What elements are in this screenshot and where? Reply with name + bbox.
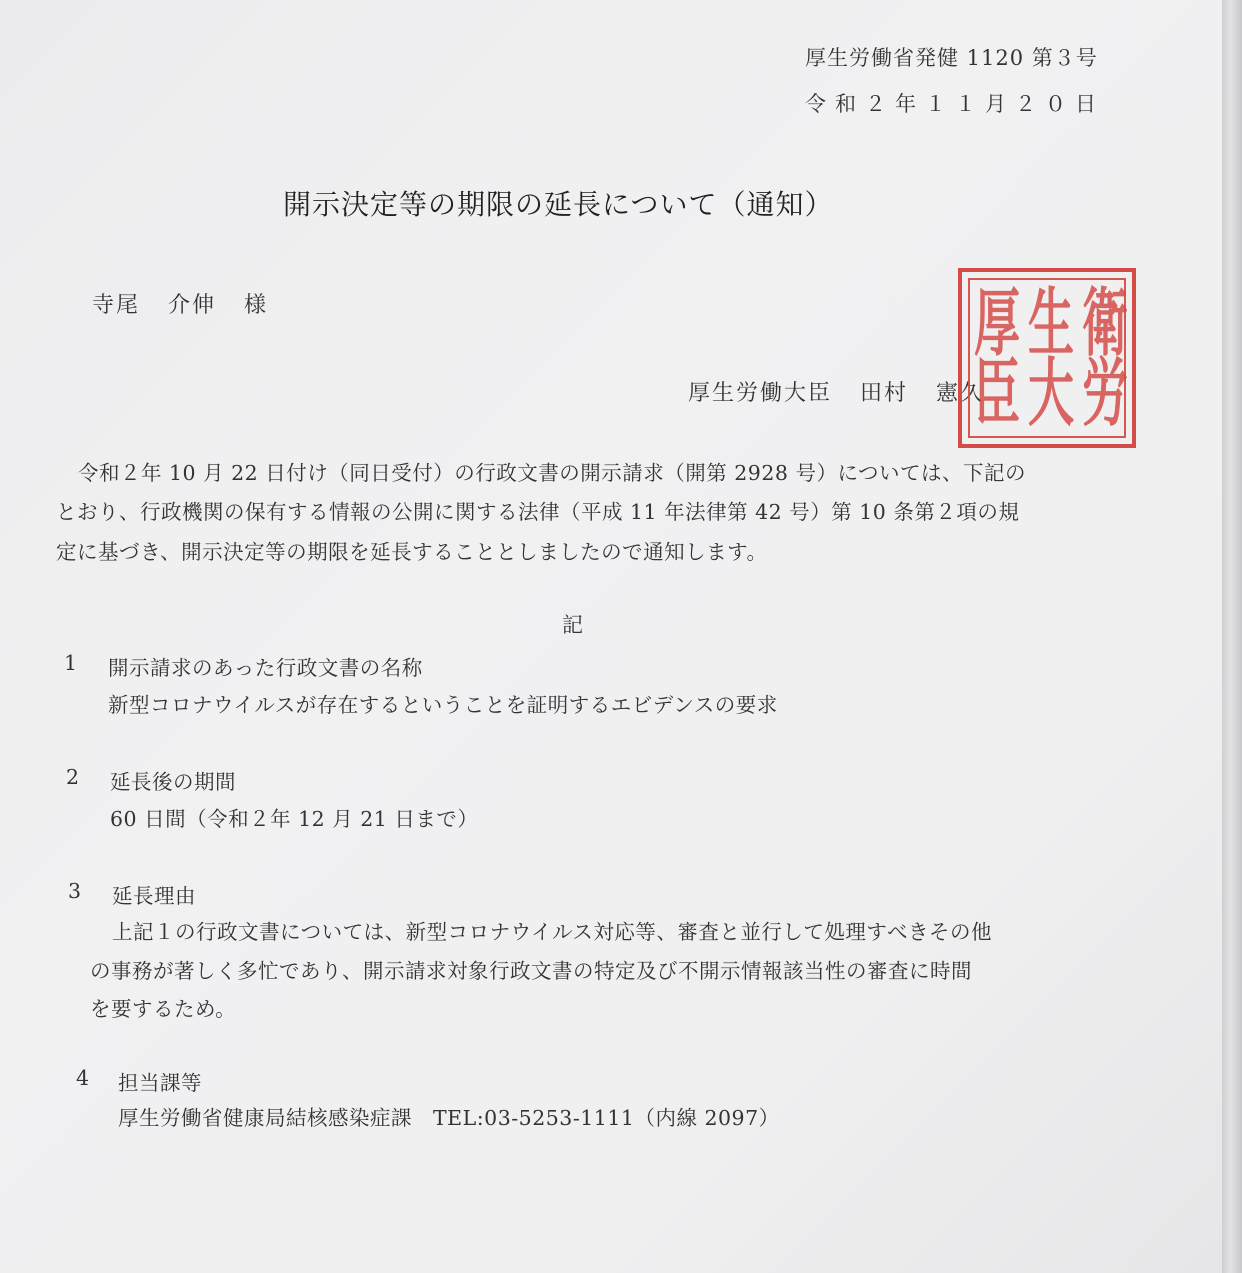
section-1-number: 1 <box>64 651 78 675</box>
sender-given-name: 憲久 <box>936 381 985 406</box>
section-4-number: 4 <box>76 1066 90 1090</box>
body-line-2: とおり、行政機関の保有する情報の公開に関する法律（平成 11 年法律第 42 号）第 10 条第２項の規 <box>56 500 1020 524</box>
section-3-number: 3 <box>68 879 82 903</box>
seal-char: 臣 <box>974 349 1020 437</box>
sender-family-name: 田村 <box>860 381 909 406</box>
seal-char: 生 <box>1028 279 1074 367</box>
addressee-honorific: 様 <box>244 293 269 318</box>
section-1-line: 新型コロナウイルスが存在するということを証明するエビデンスの要求 <box>108 693 778 717</box>
section-2-heading: 延長後の期間 <box>110 770 236 794</box>
section-4-heading: 担当課等 <box>118 1071 202 1095</box>
seal-char: 大 <box>1028 349 1074 437</box>
section-3-line-2: の事務が著しく多忙であり、開示請求対象行政文書の特定及び不開示情報該当性の審査に時間 <box>90 959 972 983</box>
section-3-line-1: 上記１の行政文書については、新型コロナウイルス対応等、審査と並行して処理すべきその他 <box>112 920 992 944</box>
document-title: 開示決定等の期限の延長について（通知） <box>283 188 834 221</box>
seal-char: 労 <box>1082 349 1128 437</box>
paper-stack-edge <box>1222 0 1242 1273</box>
sender <box>688 376 984 407</box>
section-3-heading: 延長理由 <box>112 884 196 908</box>
ki-heading: 記 <box>562 613 583 637</box>
addressee-given-name: 介伸 <box>168 293 217 318</box>
document-date: 令和２年１１月２０日 <box>805 92 1105 116</box>
section-1-heading: 開示請求のあった行政文書の名称 <box>108 656 423 680</box>
body-line-1: 令和２年 10 月 22 日付け（同日受付）の行政文書の開示請求（開第 2928 号）については、下記の <box>78 461 1027 485</box>
document-number: 厚生労働省発健 1120 第３号 <box>805 46 1098 70</box>
body-line-3: 定に基づき、開示決定等の期限を延長することとしましたので通知します。 <box>56 540 768 564</box>
addressee-family-name: 寺尾 <box>92 293 141 318</box>
seal-char: 厚 <box>974 279 1020 367</box>
official-seal <box>958 268 1136 448</box>
section-2-line: 60 日間（令和２年 12 月 21 日まで） <box>110 807 479 831</box>
section-4-line: 厚生労働省健康局結核感染症課 TEL:03-5253-1111（内線 2097） <box>118 1106 780 1130</box>
seal-char: 衛 <box>1082 279 1128 367</box>
sender-role: 厚生労働大臣 <box>688 381 833 406</box>
section-3-line-3: を要するため。 <box>90 997 237 1021</box>
section-2-number: 2 <box>66 765 80 789</box>
addressee <box>92 288 296 319</box>
